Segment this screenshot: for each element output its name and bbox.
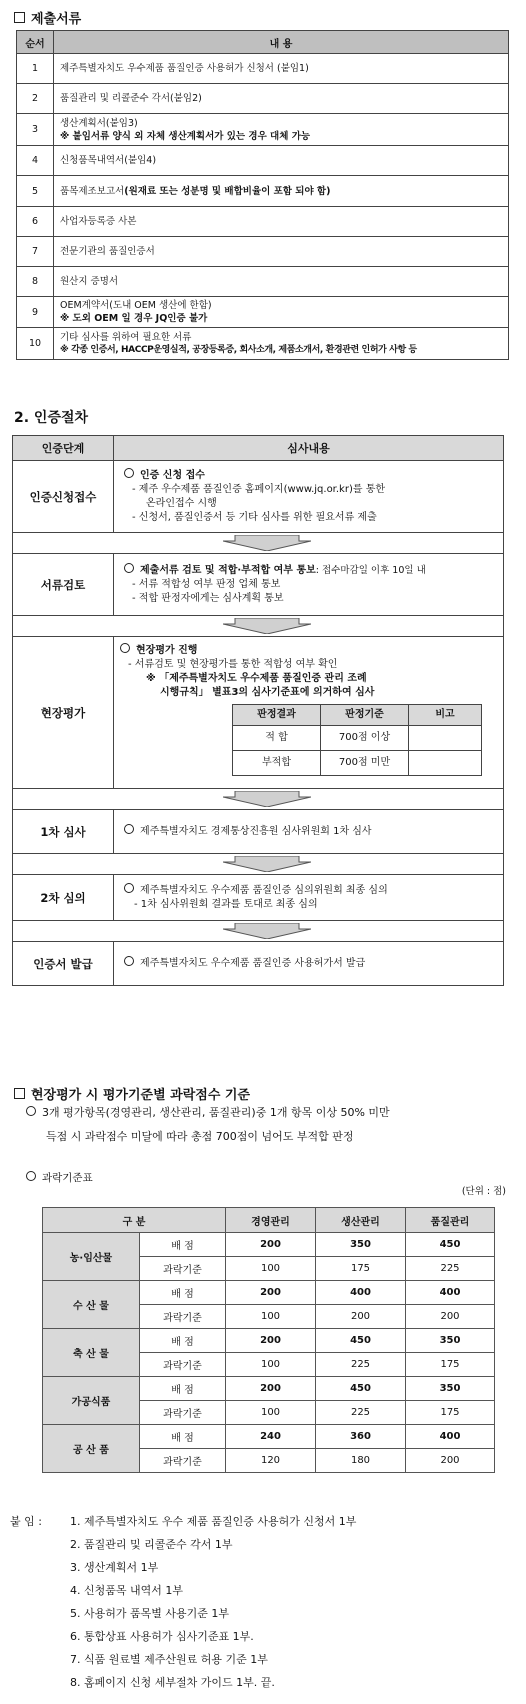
unit-label: (단위 : 점) (461, 1186, 506, 1197)
down-arrow-icon (223, 535, 311, 551)
down-arrow-icon (223, 618, 311, 634)
table-header-row (17, 31, 509, 54)
table-row: 축 산 물 배 점 200 450 350 (43, 1329, 495, 1353)
step-review: 서류검토 제출서류 검토 및 적합·부적합 여부 통보: 접수마감일 이후 10일 내 - 서류 적합성 여부 판정 업체 통보 - 적합 판정자에게는 심사계획 통보 (13, 554, 504, 616)
table-row: 8 원산지 증명서 (17, 267, 509, 297)
table-row: 10 기타 심사를 위하여 필요한 서류 ※ 각종 인증서, HACCP운영실적, 공장등록증, 회사소개, 제품소개서, 환경관련 인허가 사항 등 (17, 328, 509, 360)
group-name: 공 산 품 (43, 1425, 140, 1473)
step-field: 현장평가 현장평가 진행 - 서류검토 및 현장평가를 통한 적합성 여부 확인 ※ 「제주특별자치도 우수제품 품질인증 관리 조례 시행규칙」 별표3의 심사기준표에 의거하여 심사 판정결과 판정기준 비고 적 합 700점 이상 부적합 700점 미만 (13, 637, 504, 789)
table-row: 적 합 700점 이상 (233, 726, 482, 751)
certification-process-table (12, 435, 504, 986)
circle-bullet-icon (124, 563, 134, 573)
attachments-label: 붙 임 : (10, 1515, 42, 1528)
table-row: 부적합 700점 미만 (233, 751, 482, 776)
square-bullet-icon (14, 1088, 25, 1099)
down-arrow-icon (223, 856, 311, 872)
table-row: 7 전문기관의 품질인증서 (17, 237, 509, 267)
table-row: 3 생산계획서(붙임3) ※ 붙임서류 양식 외 자체 생산계획서가 있는 경우 대체 가능 (17, 114, 509, 146)
step-first-review: 1차 심사 제주특별자치도 경제통상진흥원 심사위원회 1차 심사 (13, 810, 504, 854)
header-content: 내 용 (54, 31, 509, 54)
judgement-table: 판정결과 판정기준 비고 적 합 700점 이상 부적합 700점 미만 (232, 704, 482, 776)
submission-documents-table (16, 30, 509, 360)
table-row: 6 사업자등록증 사본 (17, 207, 509, 237)
down-arrow-icon (223, 791, 311, 807)
section3-desc: 3개 평가항목(경영관리, 생산관리, 품질관리)중 1개 항목 이상 50% 미만 득점 시 과락점수 미달에 따라 총점 700점이 넘어도 부적합 판정 (26, 1104, 390, 1144)
attachment-item: 8. 홈페이지 신청 세부절차 가이드 1부. 끝. (70, 1676, 275, 1689)
header-stage: 인증단계 (13, 436, 114, 461)
table-row: 2 품질관리 및 리콜준수 각서(붙임2) (17, 84, 509, 114)
circle-bullet-icon (120, 643, 130, 653)
header-order: 순서 (17, 31, 54, 54)
arrow-row (13, 921, 504, 942)
circle-bullet-icon (124, 883, 134, 893)
attachment-item: 5. 사용허가 품목별 사용기준 1부 (70, 1607, 229, 1620)
table-row: 가공식품 배 점 200 450 350 (43, 1377, 495, 1401)
group-name: 가공식품 (43, 1377, 140, 1425)
arrow-row (13, 533, 504, 554)
square-bullet-icon (14, 12, 25, 23)
arrow-row (13, 789, 504, 810)
attachment-item: 3. 생산계획서 1부 (70, 1561, 159, 1574)
table-row: 4 신청품목내역서(붙임4) (17, 146, 509, 176)
circle-bullet-icon (26, 1106, 36, 1116)
circle-bullet-icon (26, 1171, 36, 1181)
section2-title: 2. 인증절차 (14, 410, 89, 426)
table-row: 수 산 물 배 점 200 400 400 (43, 1281, 495, 1305)
group-name: 수 산 물 (43, 1281, 140, 1329)
table-row: 과락기준 100 225 175 (43, 1353, 495, 1377)
circle-bullet-icon (124, 468, 134, 478)
circle-bullet-icon (124, 956, 134, 966)
attachment-item: 4. 신청품목 내역서 1부 (70, 1584, 183, 1597)
section3-title: 현장평가 시 평가기준별 과락점수 기준 (14, 1084, 250, 1103)
table-row: 과락기준 100 175 225 (43, 1257, 495, 1281)
section1-title: 제출서류 (14, 8, 81, 27)
table-row: 공 산 품 배 점 240 360 400 (43, 1425, 495, 1449)
cutoff-score-table (42, 1207, 495, 1473)
group-name: 농·임산물 (43, 1233, 140, 1281)
table-header-row (13, 436, 504, 461)
attachment-item: 1. 제주특별자치도 우수 제품 품질인증 사용허가 신청서 1부 (70, 1515, 357, 1528)
down-arrow-icon (223, 923, 311, 939)
step-issue: 인증서 발급 제주특별자치도 우수제품 품질인증 사용허가서 발급 (13, 942, 504, 986)
table-row: 5 품목제조보고서(원재료 또는 성분명 및 배합비율이 포함 되야 함) (17, 176, 509, 207)
attachment-item: 6. 통합상표 사용허가 심사기준표 1부. (70, 1630, 254, 1643)
cutoff-table-title: 과락기준표 (26, 1170, 93, 1185)
group-name: 축 산 물 (43, 1329, 140, 1377)
circle-bullet-icon (124, 824, 134, 834)
arrow-row (13, 854, 504, 875)
table-row: 농·임산물 배 점 200 350 450 (43, 1233, 495, 1257)
attachment-item: 2. 품질관리 및 리콜준수 각서 1부 (70, 1538, 233, 1551)
attachment-item: 7. 식품 원료별 제주산원료 허용 기준 1부 (70, 1653, 268, 1666)
table-row: 과락기준 120 180 200 (43, 1449, 495, 1473)
table-row: 1 제주특별자치도 우수제품 품질인증 사용허가 신청서 (붙임1) (17, 54, 509, 84)
table-row: 9 OEM계약서(도내 OEM 생산에 한함) ※ 도외 OEM 일 경우 JQ인증 불가 (17, 297, 509, 328)
table-header-row: 구 분 경영관리 생산관리 품질관리 (43, 1208, 495, 1233)
table-row: 과락기준 100 200 200 (43, 1305, 495, 1329)
step-second-review: 2차 심의 제주특별자치도 우수제품 품질인증 심의위원회 최종 심의 - 1차 심사위원회 결과를 토대로 최종 심의 (13, 875, 504, 921)
arrow-row (13, 616, 504, 637)
table-row: 과락기준 100 225 175 (43, 1401, 495, 1425)
header-review-content: 심사내용 (114, 436, 504, 461)
step-apply: 인증신청접수 인증 신청 접수 - 제주 우수제품 품질인증 홈페이지(www.jq.or.kr)를 통한 온라인접수 시행 - 신청서, 품질인증서 등 기타 심사를 위한 필요서류 제출 (13, 461, 504, 533)
